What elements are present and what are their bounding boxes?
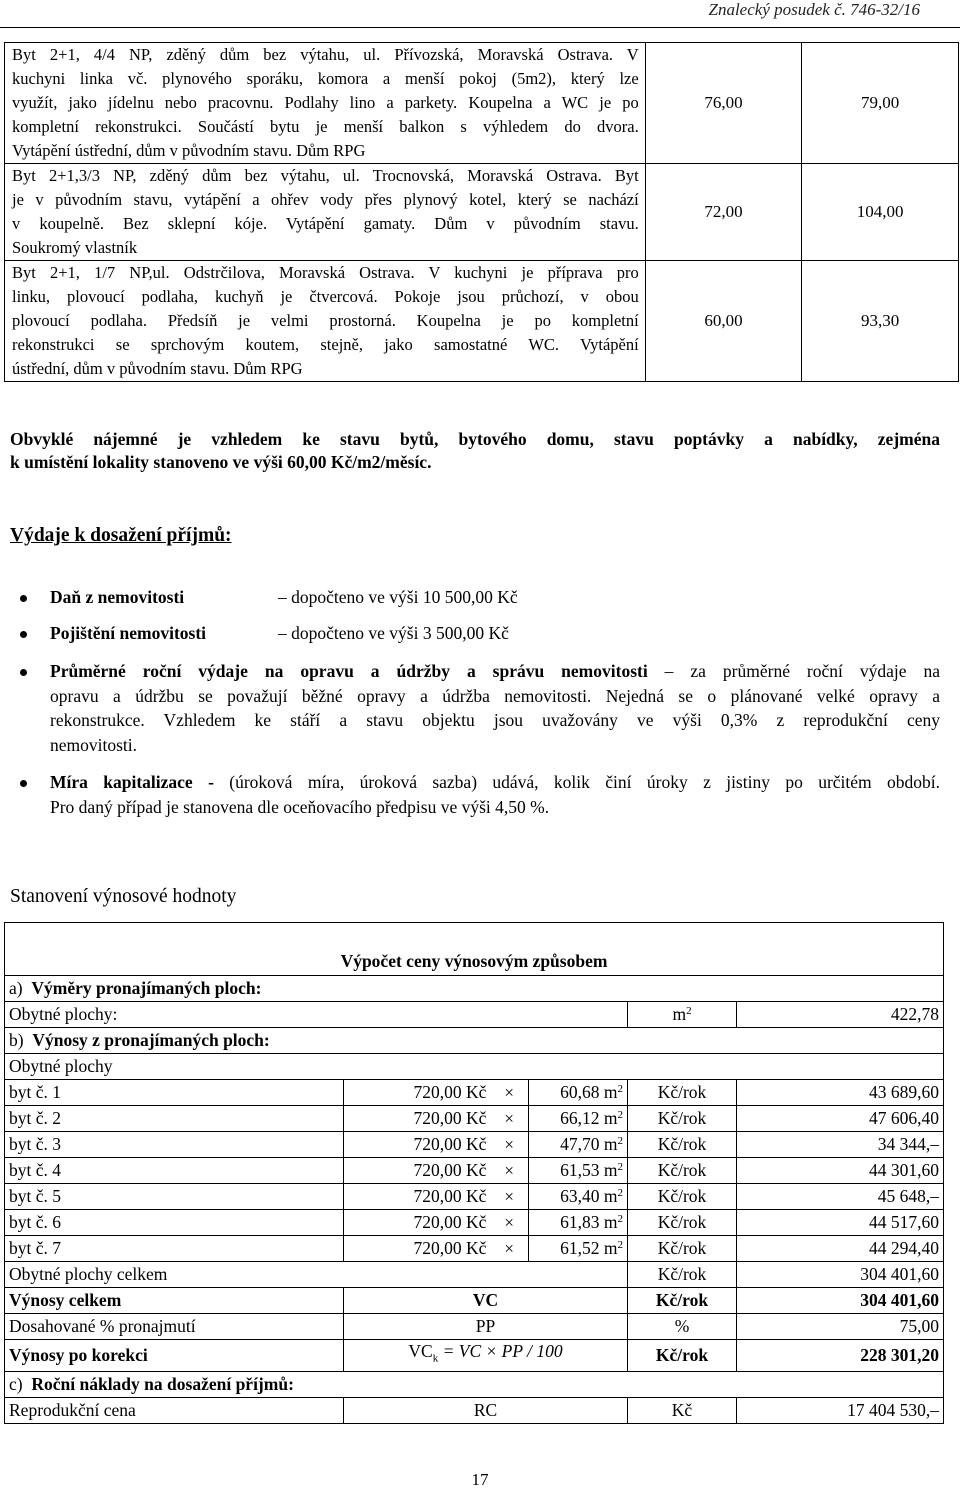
repairs-line: rekonstrukce. Vzhledem ke stáří a stavu objektu jsou uvažovány ve výši 0,3% z reprodukční ceny bbox=[50, 710, 940, 730]
living-total-label: Obytné plochy celkem bbox=[5, 1262, 628, 1288]
bullet-icon bbox=[20, 595, 27, 602]
unit-price: 720,00 Kč × bbox=[344, 1158, 529, 1184]
bullet-icon bbox=[20, 631, 27, 638]
property-row bbox=[5, 261, 959, 382]
occupancy-row bbox=[5, 1314, 944, 1340]
property-area: 76,00 bbox=[645, 43, 802, 164]
unit-rate: Kč/rok bbox=[628, 1184, 737, 1210]
property-area: 60,00 bbox=[645, 261, 802, 382]
yield-calculation-table bbox=[4, 922, 944, 1424]
unit-name: byt č. 2 bbox=[5, 1106, 344, 1132]
unit-rows bbox=[5, 1080, 944, 1262]
unit-area: 61,53 $m^2$ bbox=[529, 1158, 628, 1184]
times-icon: × bbox=[504, 1161, 514, 1180]
unit-total: 44 301,60 bbox=[737, 1158, 944, 1184]
times-icon: × bbox=[504, 1109, 514, 1128]
living-area-value: 422,78 bbox=[737, 1002, 944, 1028]
page-number: 17 bbox=[471, 1470, 489, 1489]
tax-text: – dopočteno ve výši 10 500,00 Kč bbox=[278, 587, 518, 607]
capitalization-bullet bbox=[20, 770, 940, 819]
living-area-row bbox=[5, 1002, 944, 1028]
repairs-line: Průměrné roční výdaje na opravu a údržby a správu nemovitosti – za průměrné roční výdaje na bbox=[50, 661, 940, 681]
bullet-icon bbox=[20, 780, 27, 787]
occupancy-label: Dosahované % pronajmutí bbox=[5, 1314, 344, 1340]
unit-row bbox=[5, 1080, 944, 1106]
unit-area: 61,52 $m^2$ bbox=[529, 1236, 628, 1262]
repairs-bullet bbox=[20, 659, 940, 757]
repairs-line: opravu a údržbu se považují běžné opravy a údržba nemovitosti. Nejedná se o plánované velké opravy a bbox=[50, 685, 940, 706]
corrected-label: Výnosy po korekci bbox=[5, 1340, 344, 1372]
unit-total: 47 606,40 bbox=[737, 1106, 944, 1132]
summary-line: k umístění lokality stanoveno ve výši 60,00 Kč/m2/měsíc. bbox=[10, 452, 432, 472]
yield-section-title: Stanovení výnosové hodnoty bbox=[10, 886, 237, 907]
expenses-title: Výdaje k dosažení příjmů: bbox=[10, 525, 232, 546]
calc-table-title: Výpočet ceny výnosovým způsobem bbox=[5, 923, 944, 976]
times-icon: × bbox=[504, 1213, 514, 1232]
unit-row bbox=[5, 1184, 944, 1210]
bullet-icon bbox=[20, 669, 27, 676]
living-label: Obytné plochy bbox=[5, 1054, 944, 1080]
property-description bbox=[5, 164, 646, 261]
unit-price: 720,00 Kč × bbox=[344, 1184, 529, 1210]
unit-rate: Kč/rok bbox=[628, 1106, 737, 1132]
description-line: je v původním stavu, vytápění a ohřev vody přes plynový kotel, který se nachází bbox=[12, 190, 639, 209]
unit-total: 44 517,60 bbox=[737, 1210, 944, 1236]
corrected-unit: Kč/rok bbox=[628, 1340, 737, 1372]
unit-total: 43 689,60 bbox=[737, 1080, 944, 1106]
unit-rate: Kč/rok bbox=[628, 1236, 737, 1262]
property-rent: 93,30 bbox=[802, 261, 959, 382]
insurance-bullet bbox=[20, 621, 940, 646]
section-c-row: c) Roční náklady na dosažení příjmů: bbox=[5, 1371, 944, 1397]
description-line: v koupelně. Bez sklepní kóje. Vytápění gamaty. Dům v původním stavu. bbox=[12, 214, 639, 233]
reproduction-row bbox=[5, 1397, 944, 1423]
unit-row bbox=[5, 1132, 944, 1158]
section-c-label: Roční náklady na dosažení příjmů: bbox=[31, 1373, 294, 1394]
corrected-value: 228 301,20 bbox=[737, 1340, 944, 1372]
income-total-label: Výnosy celkem bbox=[5, 1288, 344, 1314]
reproduction-code: RC bbox=[344, 1397, 628, 1423]
summary-line: Obvyklé nájemné je vzhledem ke stavu bytů, bytového domu, stavu poptávky a nabídky, zejména bbox=[10, 429, 940, 449]
repairs-label: Průměrné roční výdaje na opravu a údržby a správu nemovitosti bbox=[50, 661, 648, 681]
capitalization-line: Míra kapitalizace - (úroková míra, úroková sazba) udává, kolik činí úroky z jistiny po určitém období. bbox=[50, 772, 941, 792]
unit-price: 720,00 Kč × bbox=[344, 1210, 529, 1236]
unit-area: 63,40 $m^2$ bbox=[529, 1184, 628, 1210]
document-header: Znalecký posudek č. 746-32/16 bbox=[708, 0, 920, 19]
reproduction-value: 17 404 530,– bbox=[737, 1397, 944, 1423]
unit-area: 60,68 $m^2$ bbox=[529, 1080, 628, 1106]
description-line: kompletní rekonstrukci. Součástí bytu je menší balkon s výhledem do dvora. bbox=[12, 117, 639, 136]
property-row bbox=[5, 43, 959, 164]
unit-row bbox=[5, 1158, 944, 1184]
tax-bullet bbox=[20, 585, 940, 610]
living-area-unit: $m^2$ bbox=[628, 1002, 737, 1028]
header-divider bbox=[0, 27, 960, 28]
living-total-unit: Kč/rok bbox=[628, 1262, 737, 1288]
rent-summary bbox=[10, 428, 940, 474]
description-line: plovoucí podlaha. Předsíň je velmi prostorná. Koupelna je po kompletní bbox=[12, 311, 639, 330]
unit-area: 61,83 $m^2$ bbox=[529, 1210, 628, 1236]
unit-rate: Kč/rok bbox=[628, 1158, 737, 1184]
insurance-text: – dopočteno ve výši 3 500,00 Kč bbox=[278, 623, 509, 643]
unit-total: 45 648,– bbox=[737, 1184, 944, 1210]
unit-price: 720,00 Kč × bbox=[344, 1132, 529, 1158]
unit-name: byt č. 7 bbox=[5, 1236, 344, 1262]
living-area-label: Obytné plochy: bbox=[5, 1002, 628, 1028]
description-line: Byt 2+1,3/3 NP, zděný dům bez výtahu, ul. Trocnovská, Moravská Ostrava. Byt bbox=[12, 166, 639, 185]
capitalization-label: Míra kapitalizace - bbox=[50, 772, 214, 792]
description-line: ústřední, dům v původním stavu. Dům RPG bbox=[12, 359, 303, 378]
living-total-row bbox=[5, 1262, 944, 1288]
description-line: Byt 2+1, 1/7 NP,ul. Odstrčilova, Moravská Ostrava. V kuchyni je příprava pro bbox=[12, 263, 639, 282]
times-icon: × bbox=[504, 1187, 514, 1206]
description-line: Byt 2+1, 4/4 NP, zděný dům bez výtahu, ul. Přívozská, Moravská Ostrava. V bbox=[12, 45, 639, 64]
property-description bbox=[5, 43, 646, 164]
description-line: využít, jako jídelnu nebo pracovnu. Podlahy lino a parkety. Koupelna a WC je po bbox=[12, 93, 639, 112]
section-b-row: b) Výnosy z pronajímaných ploch: bbox=[5, 1028, 944, 1054]
insurance-label: Pojištění nemovitosti bbox=[50, 623, 207, 643]
living-total-value: 304 401,60 bbox=[737, 1262, 944, 1288]
description-line: rekonstrukci se sprchovým koutem, stejně, jako samostatné WC. Vytápění bbox=[12, 335, 639, 354]
unit-total: 34 344,– bbox=[737, 1132, 944, 1158]
unit-name: byt č. 5 bbox=[5, 1184, 344, 1210]
times-icon: × bbox=[504, 1239, 514, 1258]
reproduction-label: Reprodukční cena bbox=[5, 1397, 344, 1423]
income-total-value: 304 401,60 bbox=[737, 1288, 944, 1314]
unit-rate: Kč/rok bbox=[628, 1132, 737, 1158]
property-description bbox=[5, 261, 646, 382]
section-a-label: Výměry pronajímaných ploch: bbox=[31, 978, 262, 998]
corrected-formula: $VC_k$ = VC × PP / 100 bbox=[344, 1340, 628, 1372]
property-rent: 104,00 bbox=[802, 164, 959, 261]
capitalization-line: Pro daný případ je stanovena dle oceňovacího předpisu ve výši 4,50 %. bbox=[50, 796, 550, 817]
property-rent: 79,00 bbox=[802, 43, 959, 164]
section-b-label: Výnosy z pronajímaných ploch: bbox=[32, 1030, 270, 1050]
corrected-income-row bbox=[5, 1340, 944, 1372]
description-line: Soukromý vlastník bbox=[12, 238, 138, 257]
occupancy-value: 75,00 bbox=[737, 1314, 944, 1340]
comparable-properties-table bbox=[4, 42, 959, 382]
repairs-line: nemovitosti. bbox=[50, 734, 138, 755]
occupancy-code: PP bbox=[344, 1314, 628, 1340]
property-area: 72,00 bbox=[645, 164, 802, 261]
unit-rate: Kč/rok bbox=[628, 1210, 737, 1236]
income-total-row bbox=[5, 1288, 944, 1314]
unit-name: byt č. 1 bbox=[5, 1080, 344, 1106]
unit-name: byt č. 3 bbox=[5, 1132, 344, 1158]
unit-name: byt č. 4 bbox=[5, 1158, 344, 1184]
unit-total: 44 294,40 bbox=[737, 1236, 944, 1262]
unit-area: 66,12 $m^2$ bbox=[529, 1106, 628, 1132]
income-total-unit: Kč/rok bbox=[628, 1288, 737, 1314]
income-total-code: VC bbox=[344, 1288, 628, 1314]
description-line: Vytápění ústřední, dům v původním stavu. Dům RPG bbox=[12, 141, 366, 160]
unit-row bbox=[5, 1210, 944, 1236]
reproduction-unit: Kč bbox=[628, 1397, 737, 1423]
section-a-row: a) Výměry pronajímaných ploch: bbox=[5, 976, 944, 1002]
living-label-row bbox=[5, 1054, 944, 1080]
unit-row bbox=[5, 1236, 944, 1262]
tax-label: Daň z nemovitosti bbox=[50, 587, 185, 607]
property-row bbox=[5, 164, 959, 261]
unit-name: byt č. 6 bbox=[5, 1210, 344, 1236]
times-icon: × bbox=[504, 1135, 514, 1154]
unit-price: 720,00 Kč × bbox=[344, 1106, 529, 1132]
unit-area: 47,70 $m^2$ bbox=[529, 1132, 628, 1158]
times-icon: × bbox=[504, 1083, 514, 1102]
unit-row bbox=[5, 1106, 944, 1132]
unit-price: 720,00 Kč × bbox=[344, 1236, 529, 1262]
unit-price: 720,00 Kč × bbox=[344, 1080, 529, 1106]
description-line: linku, plovoucí podlaha, kuchyň je čtvercová. Pokoje jsou průchozí, v obou bbox=[12, 287, 639, 306]
description-line: kuchyni linka vč. plynového sporáku, komora a menší pokoj (5m2), který lze bbox=[12, 69, 639, 88]
unit-rate: Kč/rok bbox=[628, 1080, 737, 1106]
occupancy-unit: % bbox=[628, 1314, 737, 1340]
